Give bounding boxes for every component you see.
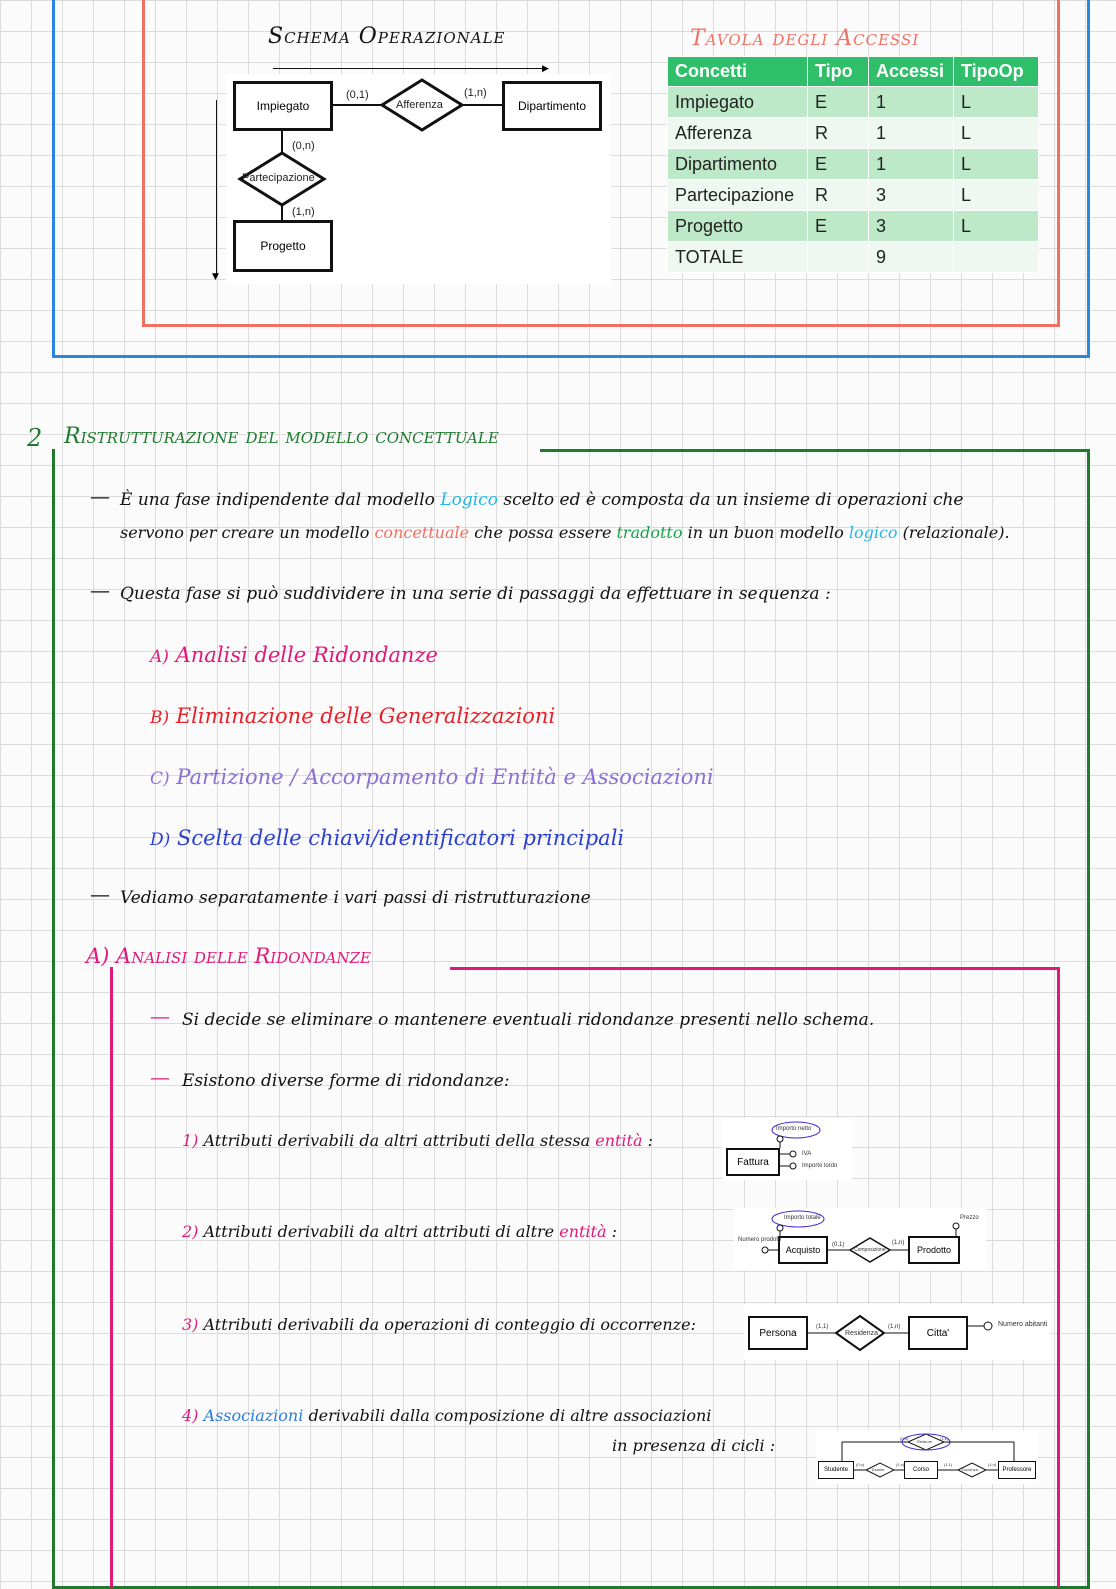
item-1-end: :: [647, 1131, 653, 1150]
col-header: Accessi: [869, 57, 954, 87]
item-4-highlight: Associazioni: [203, 1406, 304, 1425]
dash-bullet: —: [90, 484, 110, 508]
card-1: (0,n): [856, 1462, 865, 1467]
step-a-letter: A): [150, 647, 169, 667]
item-4-number: 4): [182, 1406, 199, 1425]
relation-relatore: Relatore: [917, 1439, 933, 1444]
paragraph-2: Questa fase si può suddividere in una serie di passaggi da effettuare in sequenza :: [120, 584, 831, 604]
p1-text-f: (relazionale).: [902, 523, 1010, 542]
entity-dipartimento: Dipartimento: [502, 81, 602, 131]
attr-iva: IVA: [802, 1151, 812, 1157]
table-cell: Progetto: [668, 211, 808, 242]
dash-bullet: —: [90, 578, 110, 602]
step-d: [150, 826, 624, 850]
table-cell: Impiegato: [668, 87, 808, 118]
table-cell: E: [808, 211, 869, 242]
p1-logico-2: logico: [848, 523, 898, 542]
redundancy-item-2: [182, 1222, 617, 1241]
table-cell: 9: [869, 242, 954, 273]
card-5: (0,n): [900, 1436, 909, 1441]
redundancy-item-1: [182, 1131, 653, 1150]
table-cell: E: [808, 87, 869, 118]
step-b-letter: B): [150, 708, 170, 728]
step-d-text: Scelta delle chiavi/identificatori principali: [176, 826, 625, 850]
entity-impiegato: Impiegato: [233, 81, 333, 131]
table-cell: L: [954, 149, 1039, 180]
table-cell: [808, 242, 869, 273]
relation-partecipazione: Partecipazione: [242, 172, 315, 184]
col-header: Tipo: [808, 57, 869, 87]
paragraph-1-line-2: [120, 523, 1010, 542]
step-c-letter: C): [150, 769, 170, 789]
table-row: [668, 87, 1039, 118]
entity-studente: Studente: [818, 1461, 854, 1479]
paragraph-1-line-1: [120, 490, 963, 510]
diagram-acquisto: [734, 1208, 986, 1270]
table-cell: L: [954, 211, 1039, 242]
card-comp-prod: (1,n): [892, 1240, 905, 1246]
step-b-text: Eliminazione delle Generalizzazioni: [175, 704, 556, 728]
item-2-end: :: [611, 1222, 617, 1241]
item-2-text: Attributi derivabili da altri attributi di altre: [203, 1222, 555, 1241]
schema-diagram: [226, 74, 611, 284]
item-1-highlight: entità: [595, 1131, 643, 1150]
item-2-highlight: entità: [559, 1222, 607, 1241]
item-1-text: Attributi derivabili da altri attributi della stessa: [203, 1131, 591, 1150]
p1-text-a: È una fase indipendente dal modello: [120, 490, 435, 510]
table-row: [668, 211, 1039, 242]
entity-corso: Corso: [904, 1461, 938, 1479]
table-row: [668, 118, 1039, 149]
p1-text-c: servono per creare un modello: [120, 523, 370, 542]
card-2: (1,n): [896, 1462, 905, 1467]
table-cell: Dipartimento: [668, 149, 808, 180]
schema-arrow-line: [273, 68, 545, 69]
table-cell: R: [808, 118, 869, 149]
table-cell: L: [954, 180, 1039, 211]
p1-text-e: in un buon modello: [687, 523, 844, 542]
diagram-fattura: [722, 1118, 852, 1180]
subsection-pink-frame: [110, 967, 1060, 1587]
step-b: [150, 704, 555, 728]
relation-afferenza: Afferenza: [396, 99, 443, 111]
col-header: Concetti: [668, 57, 808, 87]
card-pers-res: (1,1): [816, 1324, 829, 1330]
col-header: TipoOp: [954, 57, 1039, 87]
redundancy-item-4: [182, 1406, 711, 1425]
table-cell: 1: [869, 87, 954, 118]
table-cell: 3: [869, 180, 954, 211]
card-aff-dip: (1,n): [464, 87, 487, 99]
table-row: [668, 180, 1039, 211]
paragraph-3: Vediamo separatamente i vari passi di ristrutturazione: [120, 888, 591, 908]
item-1-number: 1): [182, 1131, 199, 1150]
sub-bullet-1: Si decide se eliminare o mantenere eventuali ridondanze presenti nello schema.: [182, 1010, 875, 1030]
sub-bullet-2: Esistono diverse forme di ridondanze:: [182, 1071, 510, 1091]
schema-arrow-vertical: [216, 100, 217, 276]
card-imp-part: (0,n): [292, 140, 315, 152]
relation-esame: Esame: [872, 1467, 885, 1472]
schema-arrow-down-head: ▼: [212, 272, 219, 282]
dash-bullet: —: [150, 1004, 170, 1028]
relation-docenza: Docenza: [962, 1467, 978, 1472]
entity-fattura: Fattura: [726, 1148, 780, 1176]
subsection-title: A) Analisi delle Ridondanze: [86, 944, 371, 968]
table-cell: R: [808, 180, 869, 211]
dash-bullet: —: [150, 1065, 170, 1089]
table-cell: Partecipazione: [668, 180, 808, 211]
card-acq-comp: (0,1): [832, 1242, 845, 1248]
access-table-header: [668, 57, 1039, 87]
schema-title: Schema Operazionale: [268, 24, 506, 49]
redundancy-item-4-line-2: in presenza di cicli :: [612, 1436, 776, 1455]
card-3: (1,1): [944, 1462, 953, 1467]
entity-acquisto: Acquisto: [778, 1236, 828, 1264]
step-c-text: Partizione / Accorpamento di Entità e Associazioni: [176, 765, 714, 789]
table-title: Tavola degli Accessi: [690, 26, 920, 51]
card-part-prog: (1,n): [292, 206, 315, 218]
card-imp-aff: (0,1): [346, 89, 369, 101]
diagram-cycle: [816, 1430, 1038, 1484]
section-number: 2: [27, 424, 43, 452]
step-d-letter: D): [150, 830, 171, 850]
p1-text-b: scelto ed è composta da un insieme di operazioni che: [503, 490, 964, 510]
p1-text-d: che possa essere: [474, 523, 612, 542]
table-cell: 3: [869, 211, 954, 242]
table-row: [668, 149, 1039, 180]
item-3-number: 3): [182, 1315, 199, 1334]
table-cell: 1: [869, 118, 954, 149]
schema-arrow-head: ▶: [542, 64, 549, 74]
entity-persona: Persona: [748, 1316, 808, 1350]
table-cell: 1: [869, 149, 954, 180]
entity-progetto: Progetto: [233, 220, 333, 272]
entity-citta: Citta': [908, 1316, 968, 1350]
attr-importo-netto: Importo netto: [776, 1126, 812, 1132]
relation-residenza: Residenza: [845, 1330, 879, 1337]
item-3-text: Attributi derivabili da operazioni di conteggio di occorrenze:: [203, 1315, 696, 1334]
table-cell: L: [954, 118, 1039, 149]
step-a: [150, 643, 438, 667]
step-c: [150, 765, 714, 789]
card-res-citta: (1,n): [888, 1324, 901, 1330]
p1-logico: Logico: [440, 490, 498, 510]
redundancy-item-3: [182, 1315, 696, 1334]
card-6: (1,1): [940, 1436, 949, 1441]
table-row: [668, 242, 1039, 273]
p1-concettuale: concettuale: [374, 523, 470, 542]
card-4: (1,n): [988, 1462, 997, 1467]
step-a-text: Analisi delle Ridondanze: [175, 643, 438, 667]
relation-composizione: Composizione: [854, 1247, 886, 1253]
entity-professore: Professore: [998, 1461, 1036, 1479]
diagram-persona: [744, 1304, 1050, 1360]
section-title: Ristrutturazione del modello concettuale: [64, 424, 499, 449]
attr-numero-prodotti: Numero prodotti: [738, 1237, 782, 1243]
attr-numero-abitanti: Numero abitanti: [998, 1321, 1048, 1328]
table-cell: [954, 242, 1039, 273]
attr-importo-lordo: Importo lordo: [802, 1163, 838, 1169]
attr-prezzo: Prezzo: [960, 1215, 979, 1221]
item-4-text: derivabili dalla composizione di altre associazioni: [308, 1406, 712, 1425]
dash-bullet: —: [90, 882, 110, 906]
table-cell: Afferenza: [668, 118, 808, 149]
table-cell: E: [808, 149, 869, 180]
item-2-number: 2): [182, 1222, 199, 1241]
entity-prodotto: Prodotto: [908, 1236, 960, 1264]
p1-tradotto: tradotto: [616, 523, 683, 542]
table-cell: TOTALE: [668, 242, 808, 273]
access-table: [667, 56, 1039, 273]
table-cell: L: [954, 87, 1039, 118]
attr-importo-totale: Importo totale: [784, 1215, 821, 1221]
